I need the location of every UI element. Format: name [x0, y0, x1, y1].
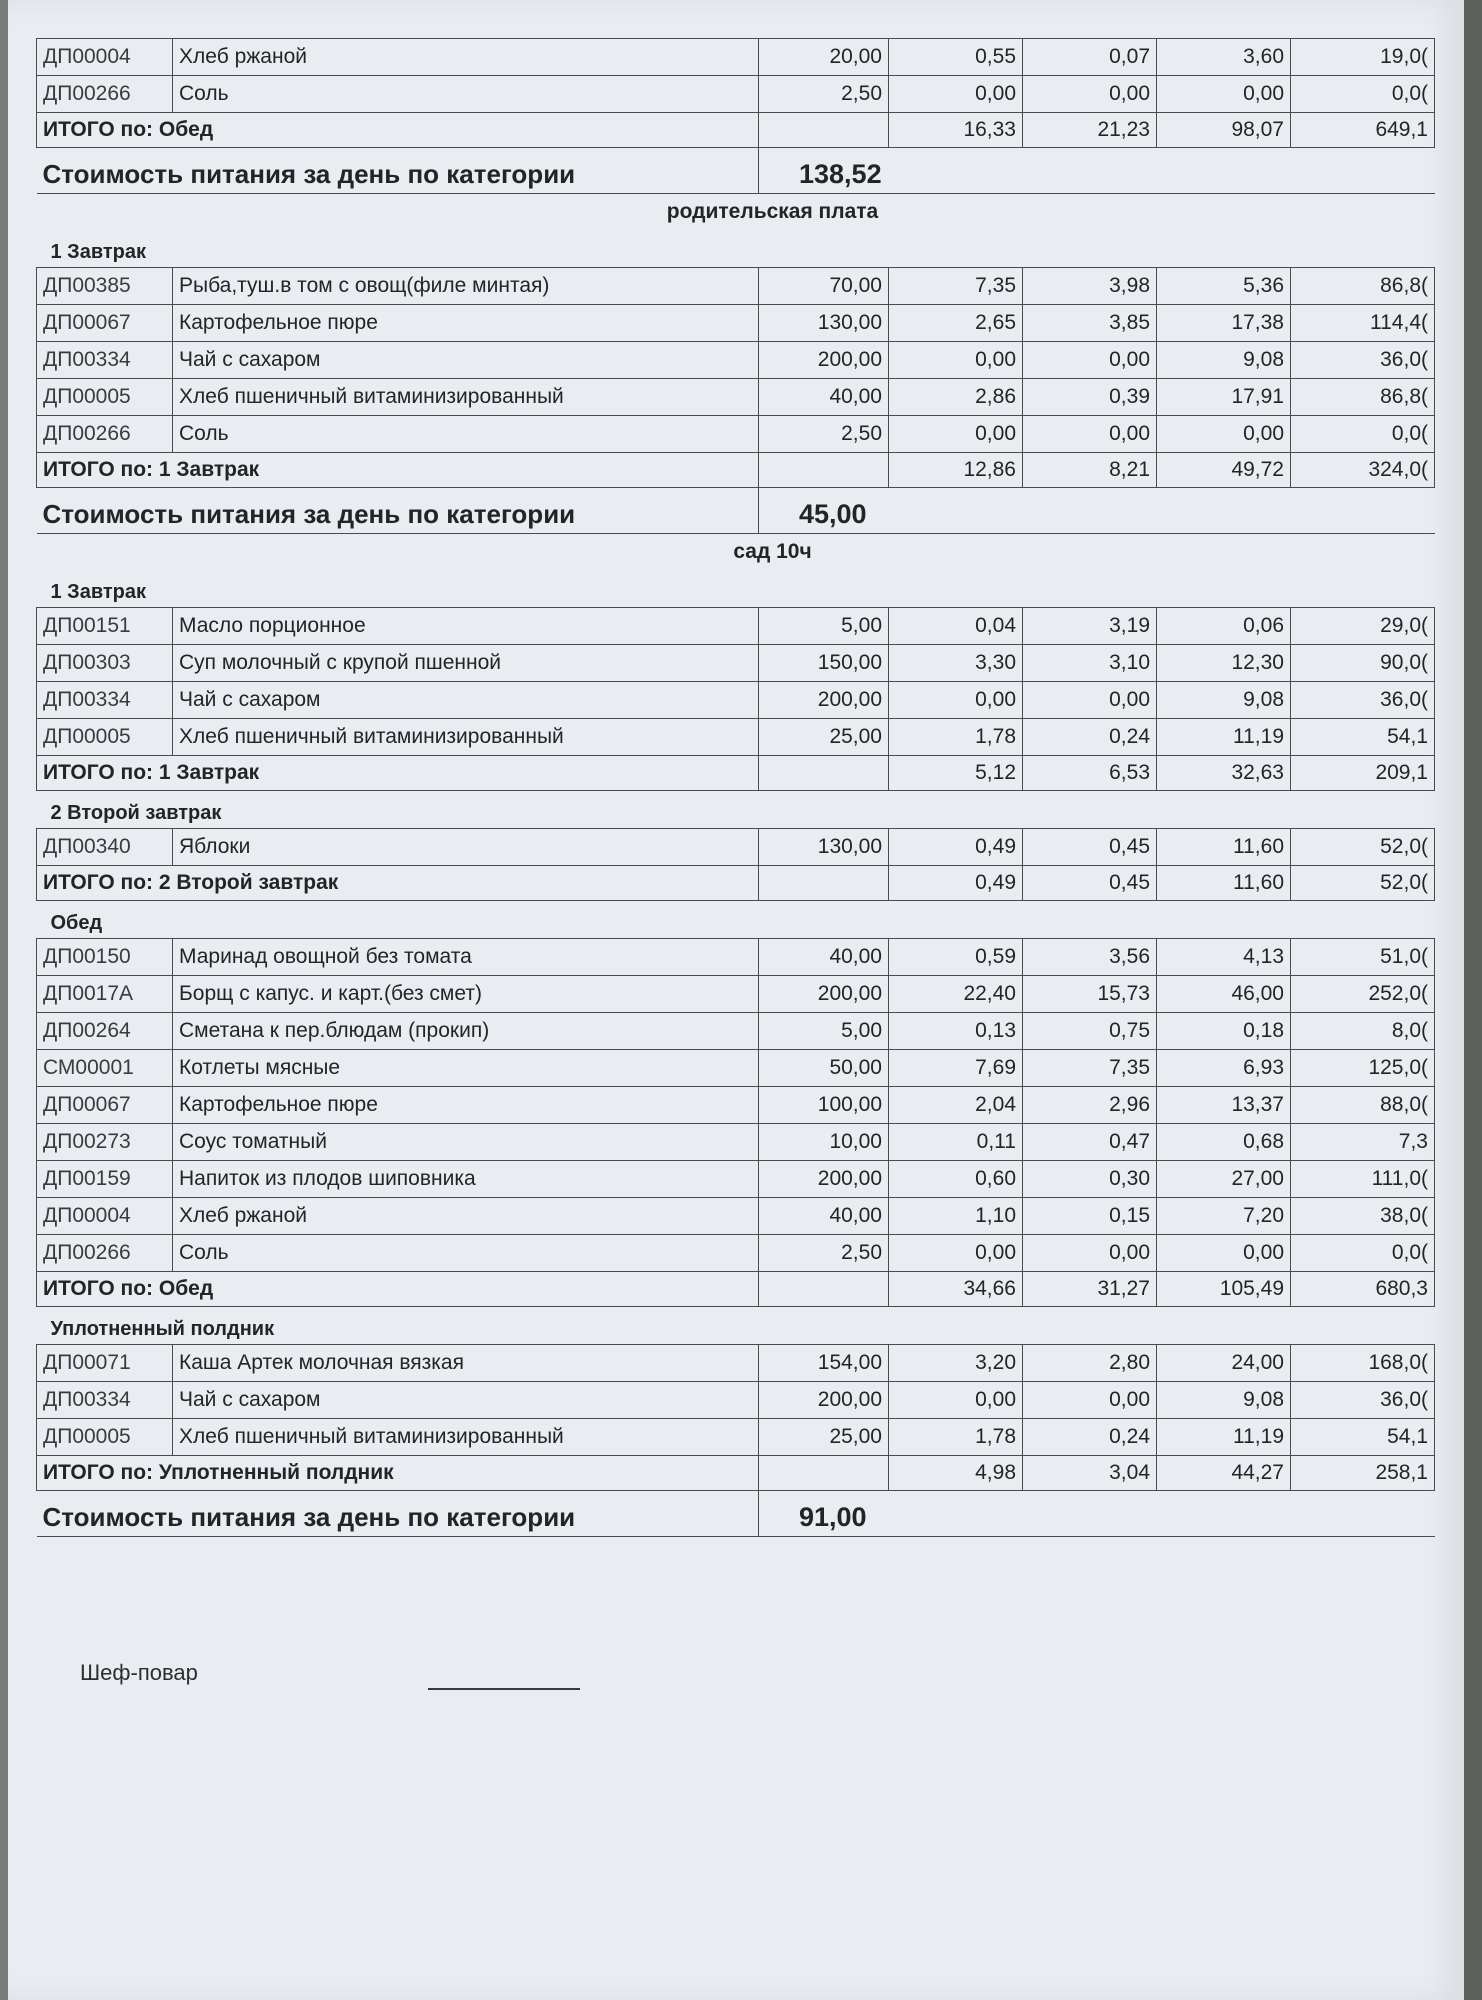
item-name: Картофельное пюре: [173, 1087, 759, 1124]
total-row: [37, 453, 1435, 488]
item-kcal: 36,0(: [1291, 342, 1435, 379]
daily-cost-row: [37, 1491, 1435, 1537]
total-label: ИТОГО по: 1 Завтрак: [37, 756, 759, 791]
table-row: [37, 976, 1435, 1013]
item-code: ДП00005: [37, 379, 173, 416]
item-fat: 0,39: [1023, 379, 1157, 416]
item-carbs: 9,08: [1157, 682, 1291, 719]
item-carbs: 46,00: [1157, 976, 1291, 1013]
item-carbs: 9,08: [1157, 342, 1291, 379]
item-fat: 0,45: [1023, 829, 1157, 866]
item-kcal: 38,0(: [1291, 1198, 1435, 1235]
item-kcal: 86,8(: [1291, 379, 1435, 416]
item-name: Картофельное пюре: [173, 305, 759, 342]
item-protein: 22,40: [889, 976, 1023, 1013]
item-fat: 2,80: [1023, 1345, 1157, 1382]
item-weight: 200,00: [759, 682, 889, 719]
table-row: [37, 342, 1435, 379]
table-row: [37, 305, 1435, 342]
item-fat: 3,56: [1023, 939, 1157, 976]
meal-section-label: 1 Завтрак: [37, 570, 1435, 608]
item-kcal: 168,0(: [1291, 1345, 1435, 1382]
menu-content: [36, 38, 1434, 1537]
total-fat: 21,23: [1023, 113, 1157, 148]
total-kcal: 258,1: [1291, 1456, 1435, 1491]
total-row: [37, 756, 1435, 791]
item-weight: 200,00: [759, 976, 889, 1013]
category-label: родительская плата: [666, 200, 879, 223]
item-name: Хлеб пшеничный витаминизированный: [173, 719, 759, 756]
table-row: [37, 379, 1435, 416]
item-carbs: 12,30: [1157, 645, 1291, 682]
item-fat: 0,24: [1023, 719, 1157, 756]
item-code: ДП00151: [37, 608, 173, 645]
item-code: ДП00266: [37, 416, 173, 453]
item-carbs: 0,00: [1157, 416, 1291, 453]
item-weight: 200,00: [759, 342, 889, 379]
item-code: ДП00303: [37, 645, 173, 682]
item-code: ДП00266: [37, 76, 173, 113]
total-carbs: 98,07: [1157, 113, 1291, 148]
daily-cost-value: 91,00: [759, 1491, 1435, 1537]
total-row: [37, 113, 1435, 148]
total-weight-empty: [759, 453, 889, 488]
item-fat: 0,75: [1023, 1013, 1157, 1050]
category-heading: [37, 534, 1435, 571]
item-fat: 3,10: [1023, 645, 1157, 682]
signature-label: Шеф-повар: [80, 1660, 198, 1685]
table-row: [37, 1235, 1435, 1272]
item-protein: 0,00: [889, 342, 1023, 379]
item-code: ДП00340: [37, 829, 173, 866]
total-carbs: 32,63: [1157, 756, 1291, 791]
item-name: Соль: [173, 416, 759, 453]
table-row: [37, 1345, 1435, 1382]
total-fat: 3,04: [1023, 1456, 1157, 1491]
total-row: [37, 866, 1435, 901]
item-name: Соль: [173, 1235, 759, 1272]
item-code: ДП00071: [37, 1345, 173, 1382]
item-name: Хлеб ржаной: [173, 1198, 759, 1235]
item-carbs: 3,60: [1157, 39, 1291, 76]
total-protein: 0,49: [889, 866, 1023, 901]
item-kcal: 36,0(: [1291, 1382, 1435, 1419]
total-kcal: 680,3: [1291, 1272, 1435, 1307]
item-protein: 0,00: [889, 1382, 1023, 1419]
item-code: СМ00001: [37, 1050, 173, 1087]
meal-section-label: 2 Второй завтрак: [37, 791, 1435, 829]
item-name: Котлеты мясные: [173, 1050, 759, 1087]
meal-section-label: 1 Завтрак: [37, 230, 1435, 268]
item-kcal: 0,0(: [1291, 76, 1435, 113]
table-row: [37, 645, 1435, 682]
item-fat: 0,24: [1023, 1419, 1157, 1456]
daily-cost-label: Стоимость питания за день по категории: [37, 1491, 759, 1537]
meal-section-heading: [37, 901, 1435, 939]
total-carbs: 11,60: [1157, 866, 1291, 901]
item-protein: 1,78: [889, 1419, 1023, 1456]
total-protein: 16,33: [889, 113, 1023, 148]
item-code: ДП00266: [37, 1235, 173, 1272]
item-kcal: 86,8(: [1291, 268, 1435, 305]
item-protein: 0,00: [889, 76, 1023, 113]
total-kcal: 209,1: [1291, 756, 1435, 791]
item-fat: 0,00: [1023, 1235, 1157, 1272]
item-weight: 100,00: [759, 1087, 889, 1124]
item-carbs: 0,06: [1157, 608, 1291, 645]
total-kcal: 649,1: [1291, 113, 1435, 148]
table-row: [37, 39, 1435, 76]
item-fat: 0,00: [1023, 682, 1157, 719]
table-row: [37, 1124, 1435, 1161]
item-name: Соус томатный: [173, 1124, 759, 1161]
total-weight-empty: [759, 756, 889, 791]
item-carbs: 27,00: [1157, 1161, 1291, 1198]
item-kcal: 111,0(: [1291, 1161, 1435, 1198]
item-kcal: 90,0(: [1291, 645, 1435, 682]
item-kcal: 252,0(: [1291, 976, 1435, 1013]
total-fat: 0,45: [1023, 866, 1157, 901]
meal-section-label: Обед: [37, 901, 1435, 939]
daily-cost-value: 45,00: [759, 488, 1435, 534]
item-code: ДП00334: [37, 342, 173, 379]
item-weight: 5,00: [759, 608, 889, 645]
item-protein: 3,30: [889, 645, 1023, 682]
item-kcal: 125,0(: [1291, 1050, 1435, 1087]
item-code: ДП00067: [37, 305, 173, 342]
item-name: Соль: [173, 76, 759, 113]
item-protein: 0,55: [889, 39, 1023, 76]
item-weight: 2,50: [759, 76, 889, 113]
total-fat: 6,53: [1023, 756, 1157, 791]
total-row: [37, 1272, 1435, 1307]
total-kcal: 52,0(: [1291, 866, 1435, 901]
item-weight: 2,50: [759, 416, 889, 453]
total-protein: 34,66: [889, 1272, 1023, 1307]
item-kcal: 52,0(: [1291, 829, 1435, 866]
category-heading: [37, 194, 1435, 231]
table-row: [37, 1382, 1435, 1419]
item-weight: 25,00: [759, 719, 889, 756]
item-name: Масло порционное: [173, 608, 759, 645]
item-protein: 1,10: [889, 1198, 1023, 1235]
item-carbs: 17,91: [1157, 379, 1291, 416]
item-name: Каша Артек молочная вязкая: [173, 1345, 759, 1382]
item-fat: 7,35: [1023, 1050, 1157, 1087]
item-weight: 70,00: [759, 268, 889, 305]
item-kcal: 8,0(: [1291, 1013, 1435, 1050]
item-carbs: 11,60: [1157, 829, 1291, 866]
item-name: Яблоки: [173, 829, 759, 866]
total-weight-empty: [759, 113, 889, 148]
item-protein: 0,00: [889, 682, 1023, 719]
item-code: ДП00004: [37, 39, 173, 76]
item-fat: 3,19: [1023, 608, 1157, 645]
item-fat: 3,98: [1023, 268, 1157, 305]
total-fat: 8,21: [1023, 453, 1157, 488]
item-name: Хлеб ржаной: [173, 39, 759, 76]
item-carbs: 9,08: [1157, 1382, 1291, 1419]
item-kcal: 114,4(: [1291, 305, 1435, 342]
item-fat: 0,00: [1023, 416, 1157, 453]
daily-cost-value: 138,52: [759, 148, 1435, 194]
item-name: Рыба,туш.в том с овощ(филе минтая): [173, 268, 759, 305]
item-carbs: 7,20: [1157, 1198, 1291, 1235]
item-kcal: 0,0(: [1291, 1235, 1435, 1272]
item-protein: 0,00: [889, 1235, 1023, 1272]
item-code: ДП00067: [37, 1087, 173, 1124]
table-row: [37, 1087, 1435, 1124]
item-code: ДП0017А: [37, 976, 173, 1013]
item-weight: 200,00: [759, 1382, 889, 1419]
item-kcal: 54,1: [1291, 1419, 1435, 1456]
item-weight: 10,00: [759, 1124, 889, 1161]
item-name: Суп молочный с крупой пшенной: [173, 645, 759, 682]
item-weight: 150,00: [759, 645, 889, 682]
meal-section-heading: [37, 570, 1435, 608]
item-weight: 40,00: [759, 1198, 889, 1235]
item-code: ДП00264: [37, 1013, 173, 1050]
item-protein: 0,60: [889, 1161, 1023, 1198]
item-kcal: 54,1: [1291, 719, 1435, 756]
daily-cost-label: Стоимость питания за день по категории: [37, 148, 759, 194]
daily-cost-row: [37, 148, 1435, 194]
item-protein: 3,20: [889, 1345, 1023, 1382]
item-kcal: 0,0(: [1291, 416, 1435, 453]
meal-section-heading: [37, 791, 1435, 829]
total-label: ИТОГО по: 1 Завтрак: [37, 453, 759, 488]
item-carbs: 17,38: [1157, 305, 1291, 342]
item-weight: 40,00: [759, 379, 889, 416]
item-name: Чай с сахаром: [173, 1382, 759, 1419]
item-fat: 3,85: [1023, 305, 1157, 342]
item-carbs: 13,37: [1157, 1087, 1291, 1124]
item-kcal: 36,0(: [1291, 682, 1435, 719]
item-protein: 0,00: [889, 416, 1023, 453]
item-name: Хлеб пшеничный витаминизированный: [173, 379, 759, 416]
item-carbs: 11,19: [1157, 1419, 1291, 1456]
item-protein: 0,13: [889, 1013, 1023, 1050]
item-fat: 0,00: [1023, 76, 1157, 113]
item-carbs: 0,68: [1157, 1124, 1291, 1161]
item-name: Чай с сахаром: [173, 682, 759, 719]
item-kcal: 51,0(: [1291, 939, 1435, 976]
total-weight-empty: [759, 1272, 889, 1307]
item-protein: 0,04: [889, 608, 1023, 645]
paper-sheet: [8, 0, 1464, 2000]
item-fat: 0,15: [1023, 1198, 1157, 1235]
item-name: Хлеб пшеничный витаминизированный: [173, 1419, 759, 1456]
total-carbs: 44,27: [1157, 1456, 1291, 1491]
item-fat: 0,00: [1023, 1382, 1157, 1419]
table-row: [37, 1198, 1435, 1235]
item-weight: 130,00: [759, 829, 889, 866]
item-fat: 0,00: [1023, 342, 1157, 379]
daily-cost-label: Стоимость питания за день по категории: [37, 488, 759, 534]
item-kcal: 88,0(: [1291, 1087, 1435, 1124]
menu-table: [36, 38, 1435, 1537]
item-kcal: 7,3: [1291, 1124, 1435, 1161]
item-protein: 2,65: [889, 305, 1023, 342]
item-carbs: 0,18: [1157, 1013, 1291, 1050]
item-protein: 0,11: [889, 1124, 1023, 1161]
meal-section-heading: [37, 230, 1435, 268]
item-code: ДП00385: [37, 268, 173, 305]
item-carbs: 0,00: [1157, 76, 1291, 113]
item-carbs: 0,00: [1157, 1235, 1291, 1272]
item-weight: 25,00: [759, 1419, 889, 1456]
table-row: [37, 76, 1435, 113]
item-weight: 2,50: [759, 1235, 889, 1272]
total-fat: 31,27: [1023, 1272, 1157, 1307]
item-weight: 20,00: [759, 39, 889, 76]
table-row: [37, 682, 1435, 719]
table-row: [37, 608, 1435, 645]
category-label: сад 10ч: [733, 540, 812, 563]
total-protein: 4,98: [889, 1456, 1023, 1491]
item-fat: 15,73: [1023, 976, 1157, 1013]
total-carbs: 105,49: [1157, 1272, 1291, 1307]
item-carbs: 24,00: [1157, 1345, 1291, 1382]
table-row: [37, 1050, 1435, 1087]
item-weight: 40,00: [759, 939, 889, 976]
item-code: ДП00004: [37, 1198, 173, 1235]
item-code: ДП00005: [37, 719, 173, 756]
item-carbs: 6,93: [1157, 1050, 1291, 1087]
table-row: [37, 939, 1435, 976]
menu-body: [37, 39, 1435, 1537]
item-protein: 0,59: [889, 939, 1023, 976]
table-row: [37, 268, 1435, 305]
total-label: ИТОГО по: Обед: [37, 1272, 759, 1307]
item-weight: 154,00: [759, 1345, 889, 1382]
item-protein: 7,69: [889, 1050, 1023, 1087]
item-code: ДП00273: [37, 1124, 173, 1161]
total-weight-empty: [759, 866, 889, 901]
item-kcal: 19,0(: [1291, 39, 1435, 76]
item-fat: 0,47: [1023, 1124, 1157, 1161]
item-name: Чай с сахаром: [173, 342, 759, 379]
table-row: [37, 416, 1435, 453]
item-weight: 200,00: [759, 1161, 889, 1198]
item-protein: 2,04: [889, 1087, 1023, 1124]
table-row: [37, 1013, 1435, 1050]
item-code: ДП00159: [37, 1161, 173, 1198]
total-weight-empty: [759, 1456, 889, 1491]
total-protein: 5,12: [889, 756, 1023, 791]
meal-section-heading: [37, 1307, 1435, 1345]
item-name: Сметана к пер.блюдам (прокип): [173, 1013, 759, 1050]
meal-section-label: Уплотненный полдник: [37, 1307, 1435, 1345]
table-row: [37, 829, 1435, 866]
total-label: ИТОГО по: 2 Второй завтрак: [37, 866, 759, 901]
item-protein: 0,49: [889, 829, 1023, 866]
item-code: ДП00334: [37, 1382, 173, 1419]
table-row: [37, 1419, 1435, 1456]
total-protein: 12,86: [889, 453, 1023, 488]
item-protein: 7,35: [889, 268, 1023, 305]
item-fat: 0,07: [1023, 39, 1157, 76]
background-edge: [1462, 0, 1482, 2000]
total-row: [37, 1456, 1435, 1491]
item-kcal: 29,0(: [1291, 608, 1435, 645]
total-label: ИТОГО по: Обед: [37, 113, 759, 148]
item-weight: 5,00: [759, 1013, 889, 1050]
item-weight: 130,00: [759, 305, 889, 342]
item-fat: 2,96: [1023, 1087, 1157, 1124]
total-kcal: 324,0(: [1291, 453, 1435, 488]
item-carbs: 11,19: [1157, 719, 1291, 756]
item-carbs: 4,13: [1157, 939, 1291, 976]
table-row: [37, 1161, 1435, 1198]
item-name: Напиток из плодов шиповника: [173, 1161, 759, 1198]
item-protein: 2,86: [889, 379, 1023, 416]
item-name: Борщ с капус. и карт.(без смет): [173, 976, 759, 1013]
signature-line: [428, 1688, 580, 1690]
table-row: [37, 719, 1435, 756]
daily-cost-row: [37, 488, 1435, 534]
item-code: ДП00005: [37, 1419, 173, 1456]
item-carbs: 5,36: [1157, 268, 1291, 305]
item-protein: 1,78: [889, 719, 1023, 756]
total-carbs: 49,72: [1157, 453, 1291, 488]
item-name: Маринад овощной без томата: [173, 939, 759, 976]
item-weight: 50,00: [759, 1050, 889, 1087]
item-code: ДП00150: [37, 939, 173, 976]
item-fat: 0,30: [1023, 1161, 1157, 1198]
item-code: ДП00334: [37, 682, 173, 719]
total-label: ИТОГО по: Уплотненный полдник: [37, 1456, 759, 1491]
